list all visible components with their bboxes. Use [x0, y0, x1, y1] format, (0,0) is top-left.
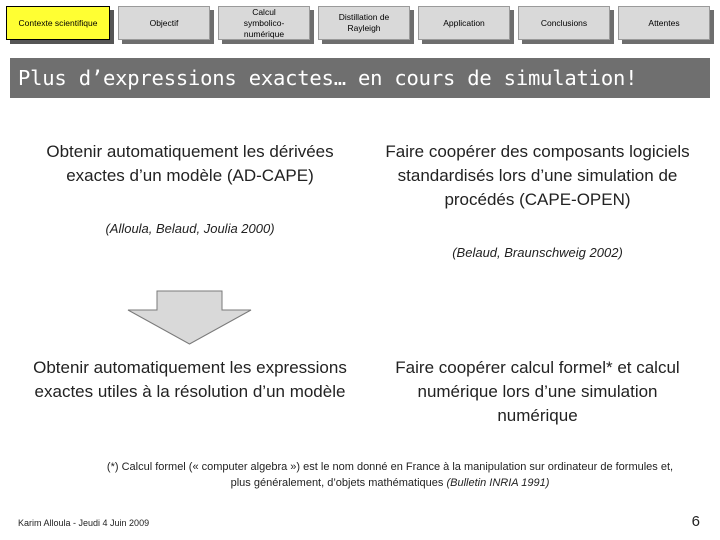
tab-objectif[interactable]	[118, 6, 210, 40]
tab-label: Attentes	[648, 17, 680, 28]
right-top-text: Faire coopérer des composants logiciels standardisés lors d’une simulation de procédés (CAPE-OPEN)	[385, 142, 690, 209]
tab-contexte-scientifique[interactable]	[6, 6, 110, 40]
tab-label: Distillation de Rayleigh	[338, 12, 390, 33]
tab-calcul-symbolico-numerique[interactable]	[218, 6, 310, 40]
left-bottom-text: Obtenir automatiquement les expressions exactes utiles à la résolution d’un modèle	[33, 358, 347, 401]
footnote-source: (Bulletin INRIA 1991)	[446, 477, 550, 489]
tab-label: Conclusions	[540, 17, 588, 28]
footnote	[100, 459, 680, 491]
slide-title-bar	[10, 58, 710, 98]
tab-conclusions[interactable]	[518, 6, 610, 40]
left-top-reference: (Alloula, Belaud, Joulia 2000)	[105, 221, 275, 236]
tab-label: Contexte scientifique	[18, 17, 98, 28]
tab-application[interactable]	[418, 6, 510, 40]
nav-tabs	[0, 0, 720, 50]
footnote-text: (*) Calcul formel (« computer algebra ») est le nom donné en France à la manipulation sur ordinateur de formules et, plus généralement, d’objets mathématiques	[106, 461, 674, 489]
tab-label: Objectif	[149, 17, 179, 28]
page-number: 6	[691, 513, 700, 530]
tab-label: Calcul symbolico-numérique	[243, 6, 285, 39]
slide-title: Plus d’expressions exactes… en cours de simulation!	[18, 66, 638, 90]
down-arrow-icon	[127, 290, 252, 345]
right-top-reference: (Belaud, Braunschweig 2002)	[452, 245, 623, 260]
tab-distillation-rayleigh[interactable]	[318, 6, 410, 40]
tab-label: Application	[443, 17, 485, 28]
right-bottom-text: Faire coopérer calcul formel* et calcul numérique lors d’une simulation numérique	[395, 358, 680, 425]
footer-author-date: Karim Alloula - Jeudi 4 Juin 2009	[18, 518, 150, 528]
tab-attentes[interactable]	[618, 6, 710, 40]
left-top-text: Obtenir automatiquement les dérivées exactes d’un modèle (AD-CAPE)	[46, 142, 334, 185]
